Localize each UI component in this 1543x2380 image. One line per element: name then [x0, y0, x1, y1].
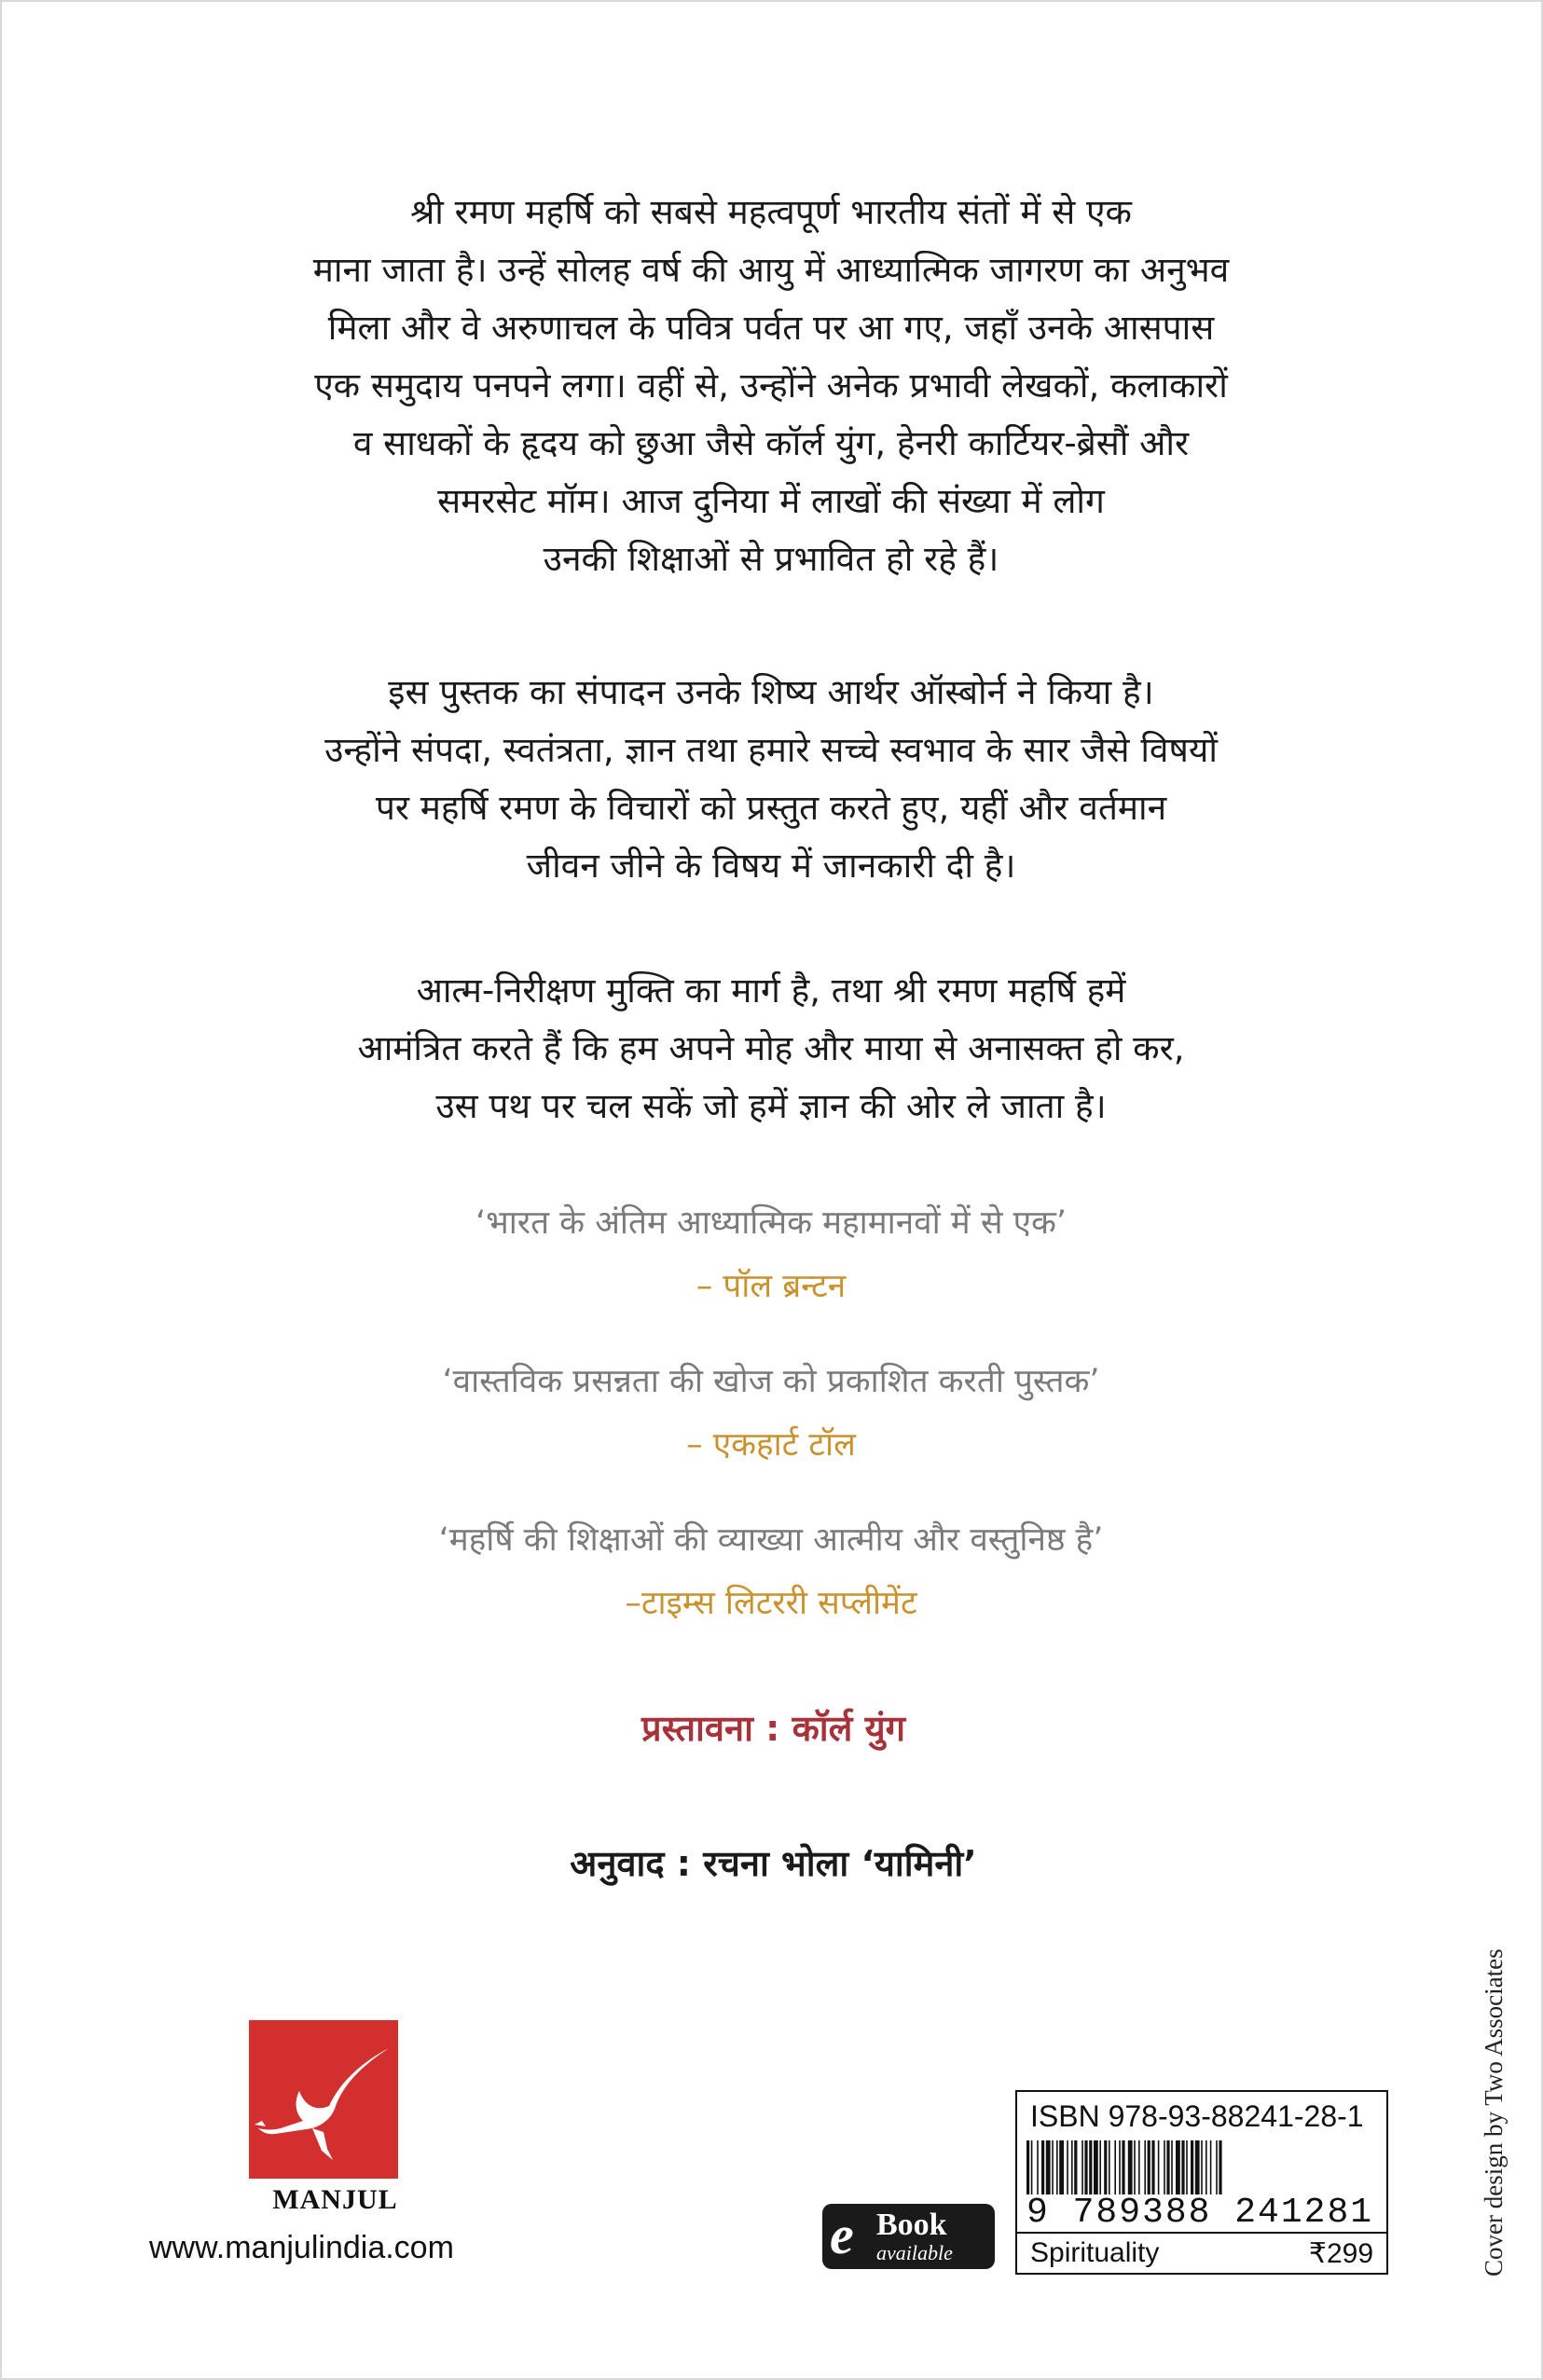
- isbn-box: [1015, 2090, 1388, 2275]
- blurb-line: इस पुस्तक का संपादन उनके शिष्य आर्थर ऑस्बोर्न ने किया है।: [388, 672, 1154, 712]
- cover-design-credit: Cover design by Two Associates: [1480, 1948, 1508, 2277]
- quote-text: ‘भारत के अंतिम आध्यात्मिक महामानवों में से एक’: [475, 1204, 1067, 1242]
- translation-credit: अनुवाद : रचना भोला ‘यामिनी’: [570, 1843, 977, 1884]
- blurb-line: पर महर्षि रमण के विचारों को प्रस्तुत करते हुए, यहीं और वर्तमान: [375, 788, 1167, 828]
- endorsement-quote: [235, 1358, 1307, 1468]
- book-category: Spirituality: [1030, 2237, 1160, 2268]
- blurb-paragraph-3: [188, 962, 1354, 1135]
- foreword-credit: प्रस्तावना : कॉर्ल युंग: [641, 1708, 906, 1749]
- blurb-line: उनकी शिक्षाओं से प्रभावित हो रहे हैं।: [543, 539, 999, 579]
- ebook-book: Book: [876, 2208, 947, 2242]
- endorsement-quote: [235, 1200, 1307, 1310]
- quote-text: ‘महर्षि की शिक्षाओं की व्याख्या आत्मीय और वस्तुनिष्ठ है’: [438, 1521, 1104, 1559]
- ebook-available: available: [876, 2241, 953, 2264]
- blurb-line: आत्म-निरीक्षण मुक्ति का मार्ग है, तथा श्री रमण महर्षि हमें: [416, 970, 1126, 1011]
- blurb-line: श्री रमण महर्षि को सबसे महत्वपूर्ण भारतीय संतों में से एक: [410, 192, 1132, 232]
- blurb-line: एक समुदाय पनपने लगा। वहीं से, उन्होंने अनेक प्रभावी लेखकों, कलाकारों: [314, 365, 1228, 406]
- quote-author: – एकहार्ट टॉल: [686, 1426, 856, 1464]
- quote-text: ‘वास्तविक प्रसन्नता की खोज को प्रकाशित करती पुस्तक’: [442, 1363, 1100, 1400]
- publisher-logo: [249, 2020, 417, 2216]
- blurb-line: मिला और वे अरुणाचल के पवित्र पर्वत पर आ गए, जहाँ उनके आसपास: [327, 308, 1215, 348]
- blurb-line: जीवन जीने के विषय में जानकारी दी है।: [526, 846, 1016, 886]
- quote-author: – पॉल ब्रन्टन: [696, 1268, 847, 1305]
- endorsement-quote: [235, 1517, 1307, 1627]
- quote-author: –टाइम्स लिटररी सप्लीमेंट: [625, 1585, 917, 1622]
- blurb-paragraph-2: [188, 664, 1354, 895]
- barcode-icon: [1026, 2140, 1377, 2194]
- barcode-digits: 9 789388 241281: [1026, 2193, 1374, 2233]
- publisher-website: www.manjulindia.com: [149, 2230, 454, 2265]
- blurb-line: समरसेट मॉम। आज दुनिया में लाखों की संख्या में लोग: [437, 481, 1105, 521]
- ebook-available-badge: [822, 2204, 995, 2269]
- blurb-line: व साधकों के हृदय को छुआ जैसे कॉर्ल युंग, हेनरी कार्टियर-ब्रेसौं और: [352, 423, 1190, 463]
- isbn-divider: [1017, 2232, 1386, 2234]
- blurb-line: आमंत्रित करते हैं कि हम अपने मोह और माया से अनासक्त हो कर,: [357, 1028, 1185, 1068]
- ebook-e: e: [830, 2205, 854, 2265]
- isbn-number: ISBN 978-93-88241-28-1: [1030, 2099, 1364, 2133]
- blurb-paragraph-1: [188, 184, 1354, 588]
- blurb-line: उन्होंने संपदा, स्वतंत्रता, ज्ञान तथा हमारे सच्चे स्वभाव के सार जैसे विषयों: [324, 730, 1218, 770]
- crane-logo-icon: [249, 2020, 398, 2179]
- blurb-line: उस पथ पर चल सकें जो हमें ज्ञान की ओर ले जाता है।: [435, 1086, 1107, 1126]
- publisher-name: MANJUL: [272, 2184, 398, 2215]
- book-price: ₹299: [1308, 2238, 1373, 2269]
- blurb-line: माना जाता है। उन्हें सोलह वर्ष की आयु में आध्यात्मिक जागरण का अनुभव: [312, 250, 1230, 290]
